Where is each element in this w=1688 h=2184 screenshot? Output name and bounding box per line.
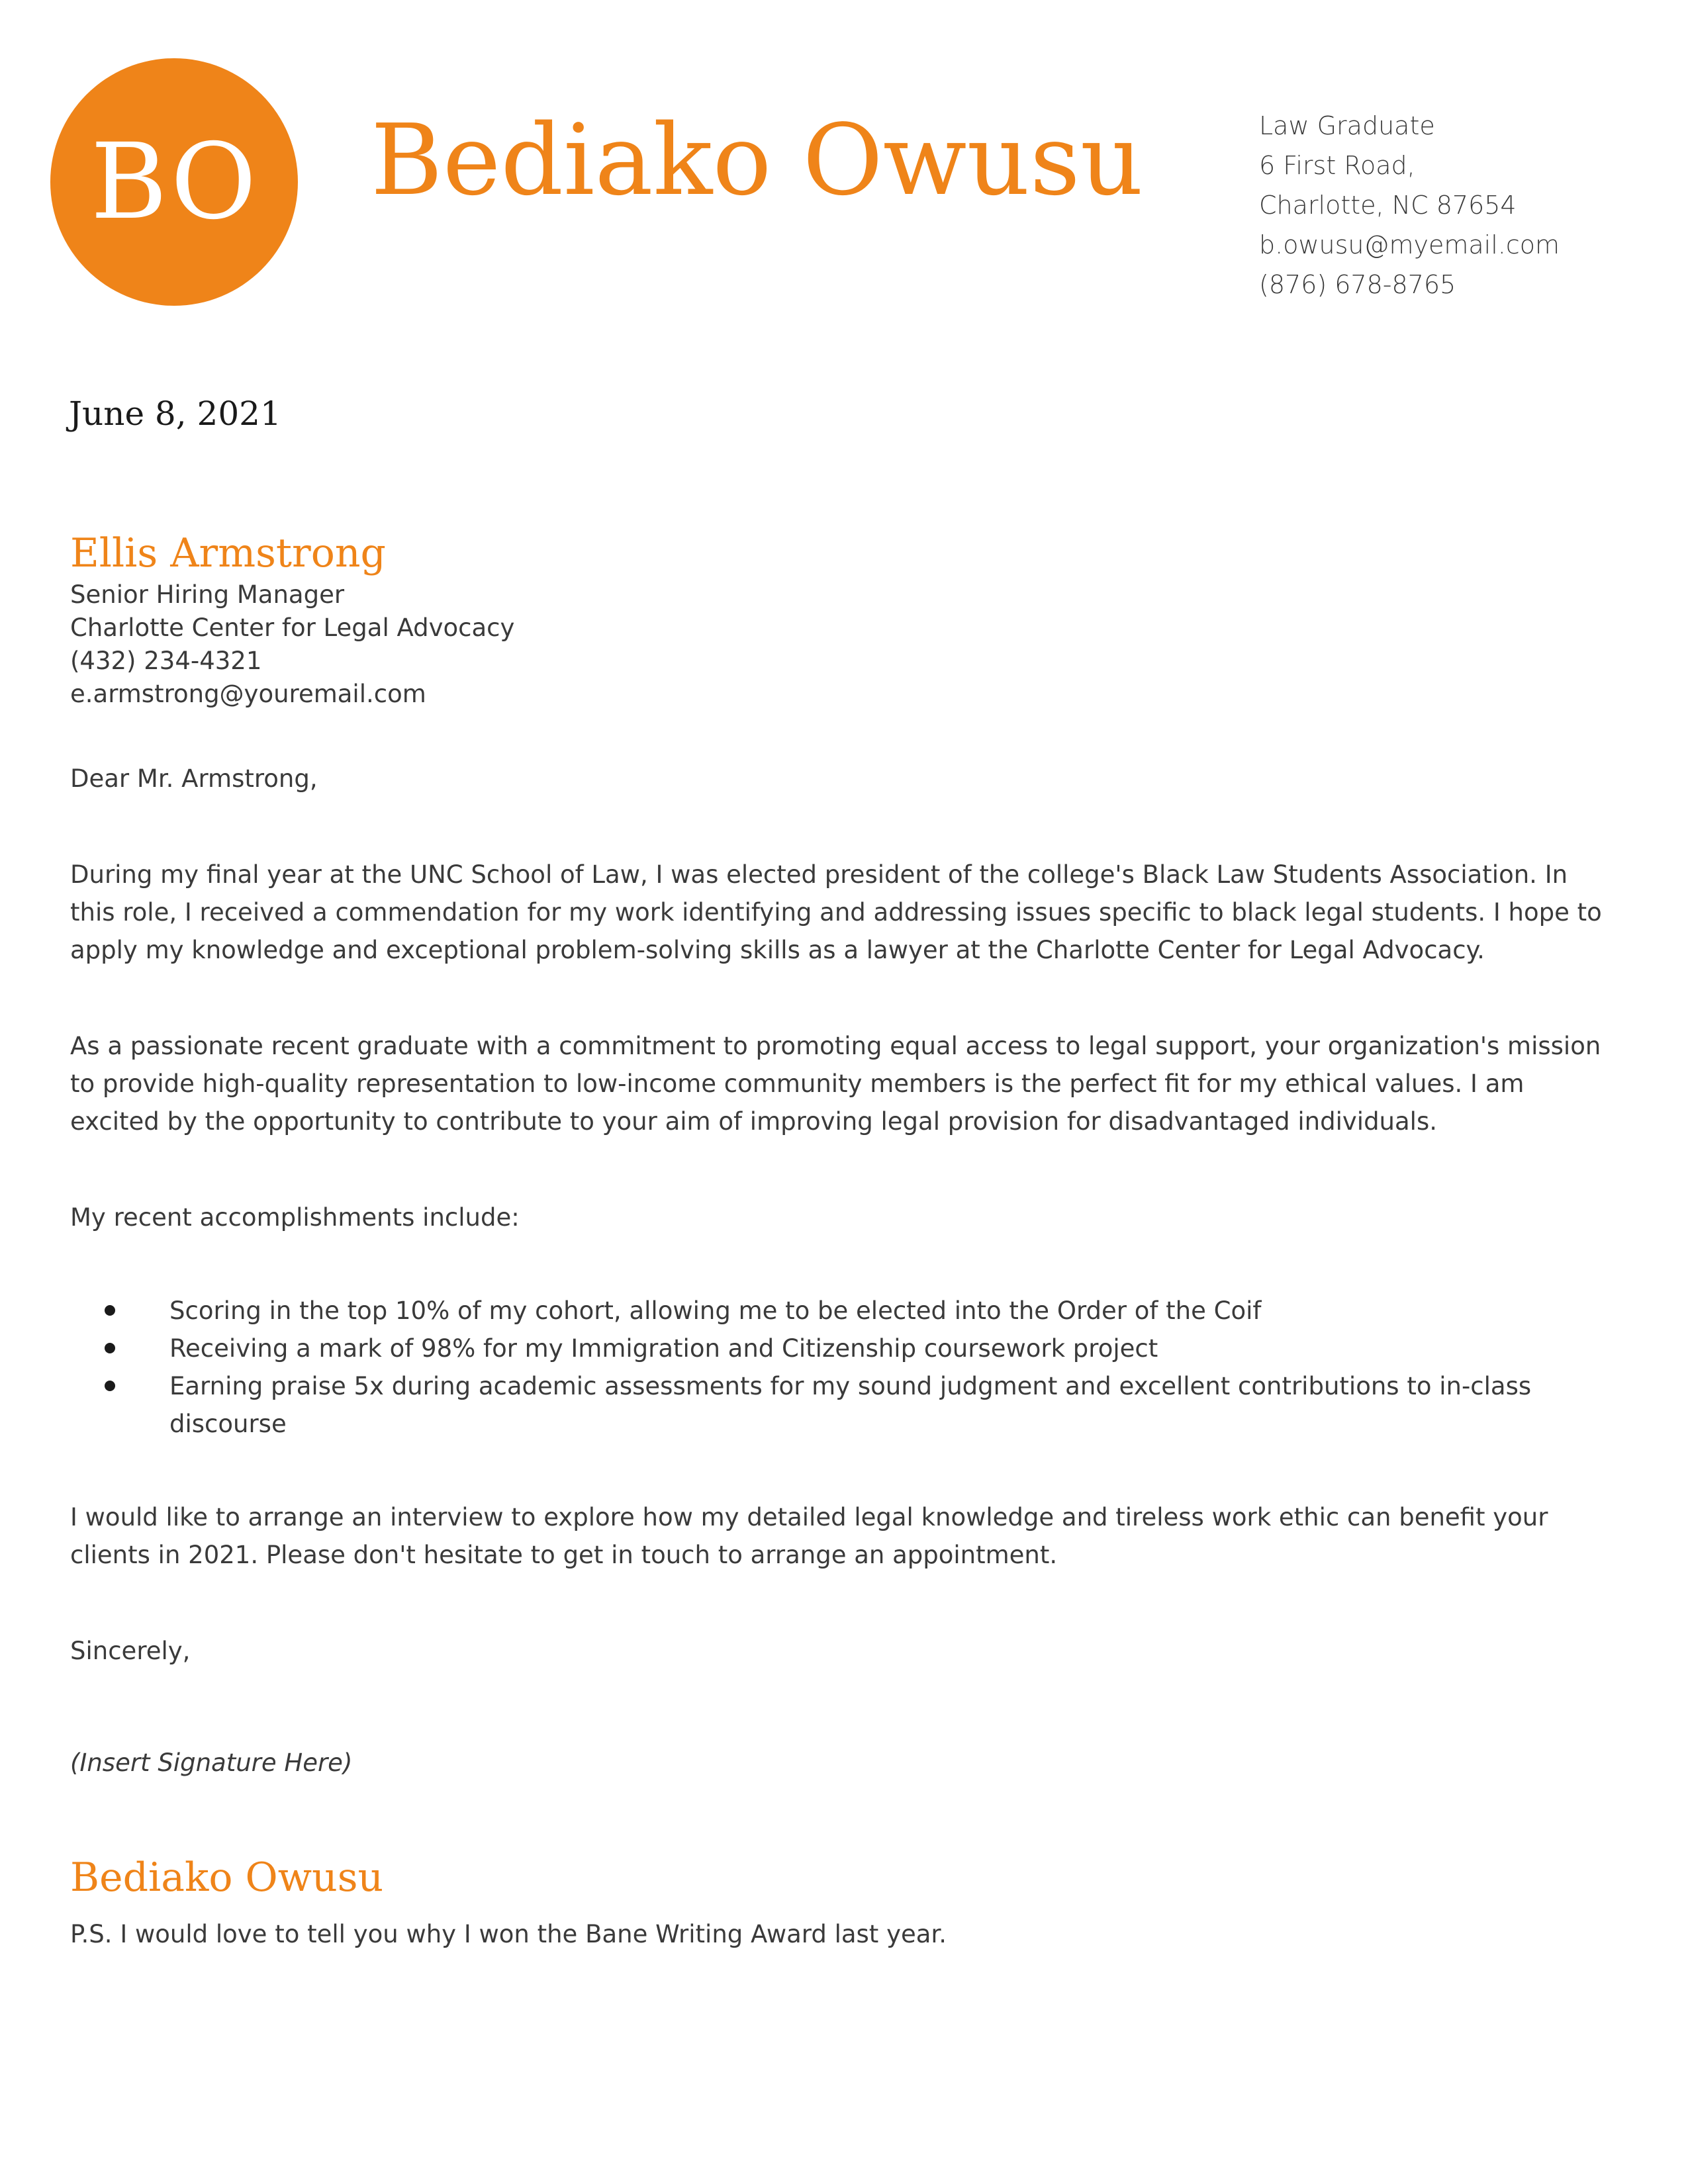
sender-name-heading: Bediako Owusu <box>371 103 1144 217</box>
recipient-email: e.armstrong@youremail.com <box>70 680 426 708</box>
list-item-text: Scoring in the top 10% of my cohort, allowing me to be elected into the Order of the Coif <box>169 1297 1262 1325</box>
letter-date: June 8, 2021 <box>69 394 281 433</box>
bullet-icon <box>105 1381 115 1391</box>
postscript: P.S. I would love to tell you why I won the Bane Writing Award last year. <box>70 1920 947 1948</box>
monogram-badge <box>50 58 298 306</box>
list-item-text: Receiving a mark of 98% for my Immigration and Citizenship coursework project <box>169 1334 1158 1363</box>
bullet-icon <box>105 1305 115 1316</box>
list-item <box>70 1367 1619 1443</box>
signature-placeholder: (Insert Signature Here) <box>70 1749 353 1777</box>
bullet-icon <box>105 1343 115 1353</box>
list-item <box>70 1292 1619 1330</box>
recipient-block <box>70 528 997 711</box>
signoff-name: Bediako Owusu <box>70 1854 384 1901</box>
sender-job-title: Law Graduate <box>1259 111 1435 140</box>
sender-address-street: 6 First Road, <box>1259 151 1415 180</box>
recipient-name: Ellis Armstrong <box>70 530 386 576</box>
closing: Sincerely, <box>70 1637 191 1665</box>
list-item-text: Earning praise 5x during academic assessments for my sound judgment and excellent contributions to in-class discourse <box>169 1372 1532 1438</box>
sender-address-city: Charlotte, NC 87654 <box>1259 191 1517 220</box>
salutation: Dear Mr. Armstrong, <box>70 764 318 793</box>
sender-email: b.owusu@myemail.com <box>1259 230 1560 259</box>
body-paragraph-3: I would like to arrange an interview to explore how my detailed legal knowledge and tireless work ethic can benefit your clients in 2021. Please don't hesitate to get in touch to arrange an appointment. <box>70 1503 1548 1569</box>
recipient-phone: (432) 234-4321 <box>70 647 262 675</box>
recipient-title: Senior Hiring Manager <box>70 580 345 609</box>
sender-contact-block <box>1259 106 1669 304</box>
sender-phone: (876) 678-8765 <box>1259 270 1456 299</box>
accomplishments-intro: My recent accomplishments include: <box>70 1203 520 1232</box>
body-paragraph-1: During my final year at the UNC School of Law, I was elected president of the college's Black Law Students Association. In this role, I received a commendation for my work identifying and addressing issues specific to black legal students. I hope to apply my knowledge and exceptional problem-solving skills as a lawyer at the Charlotte Center for Legal Advocacy. <box>70 860 1602 964</box>
list-item <box>70 1330 1619 1367</box>
recipient-organization: Charlotte Center for Legal Advocacy <box>70 614 515 642</box>
accomplishments-list <box>70 1292 1619 1443</box>
monogram-initials: BO <box>90 121 258 243</box>
body-paragraph-2: As a passionate recent graduate with a commitment to promoting equal access to legal support, your organization's mission to provide high-quality representation to low-income community members is the perfect fit for my ethical values. I am excited by the opportunity to contribute to your aim of improving legal provision for disadvantaged individuals. <box>70 1032 1601 1136</box>
letter-body <box>70 760 1619 1953</box>
